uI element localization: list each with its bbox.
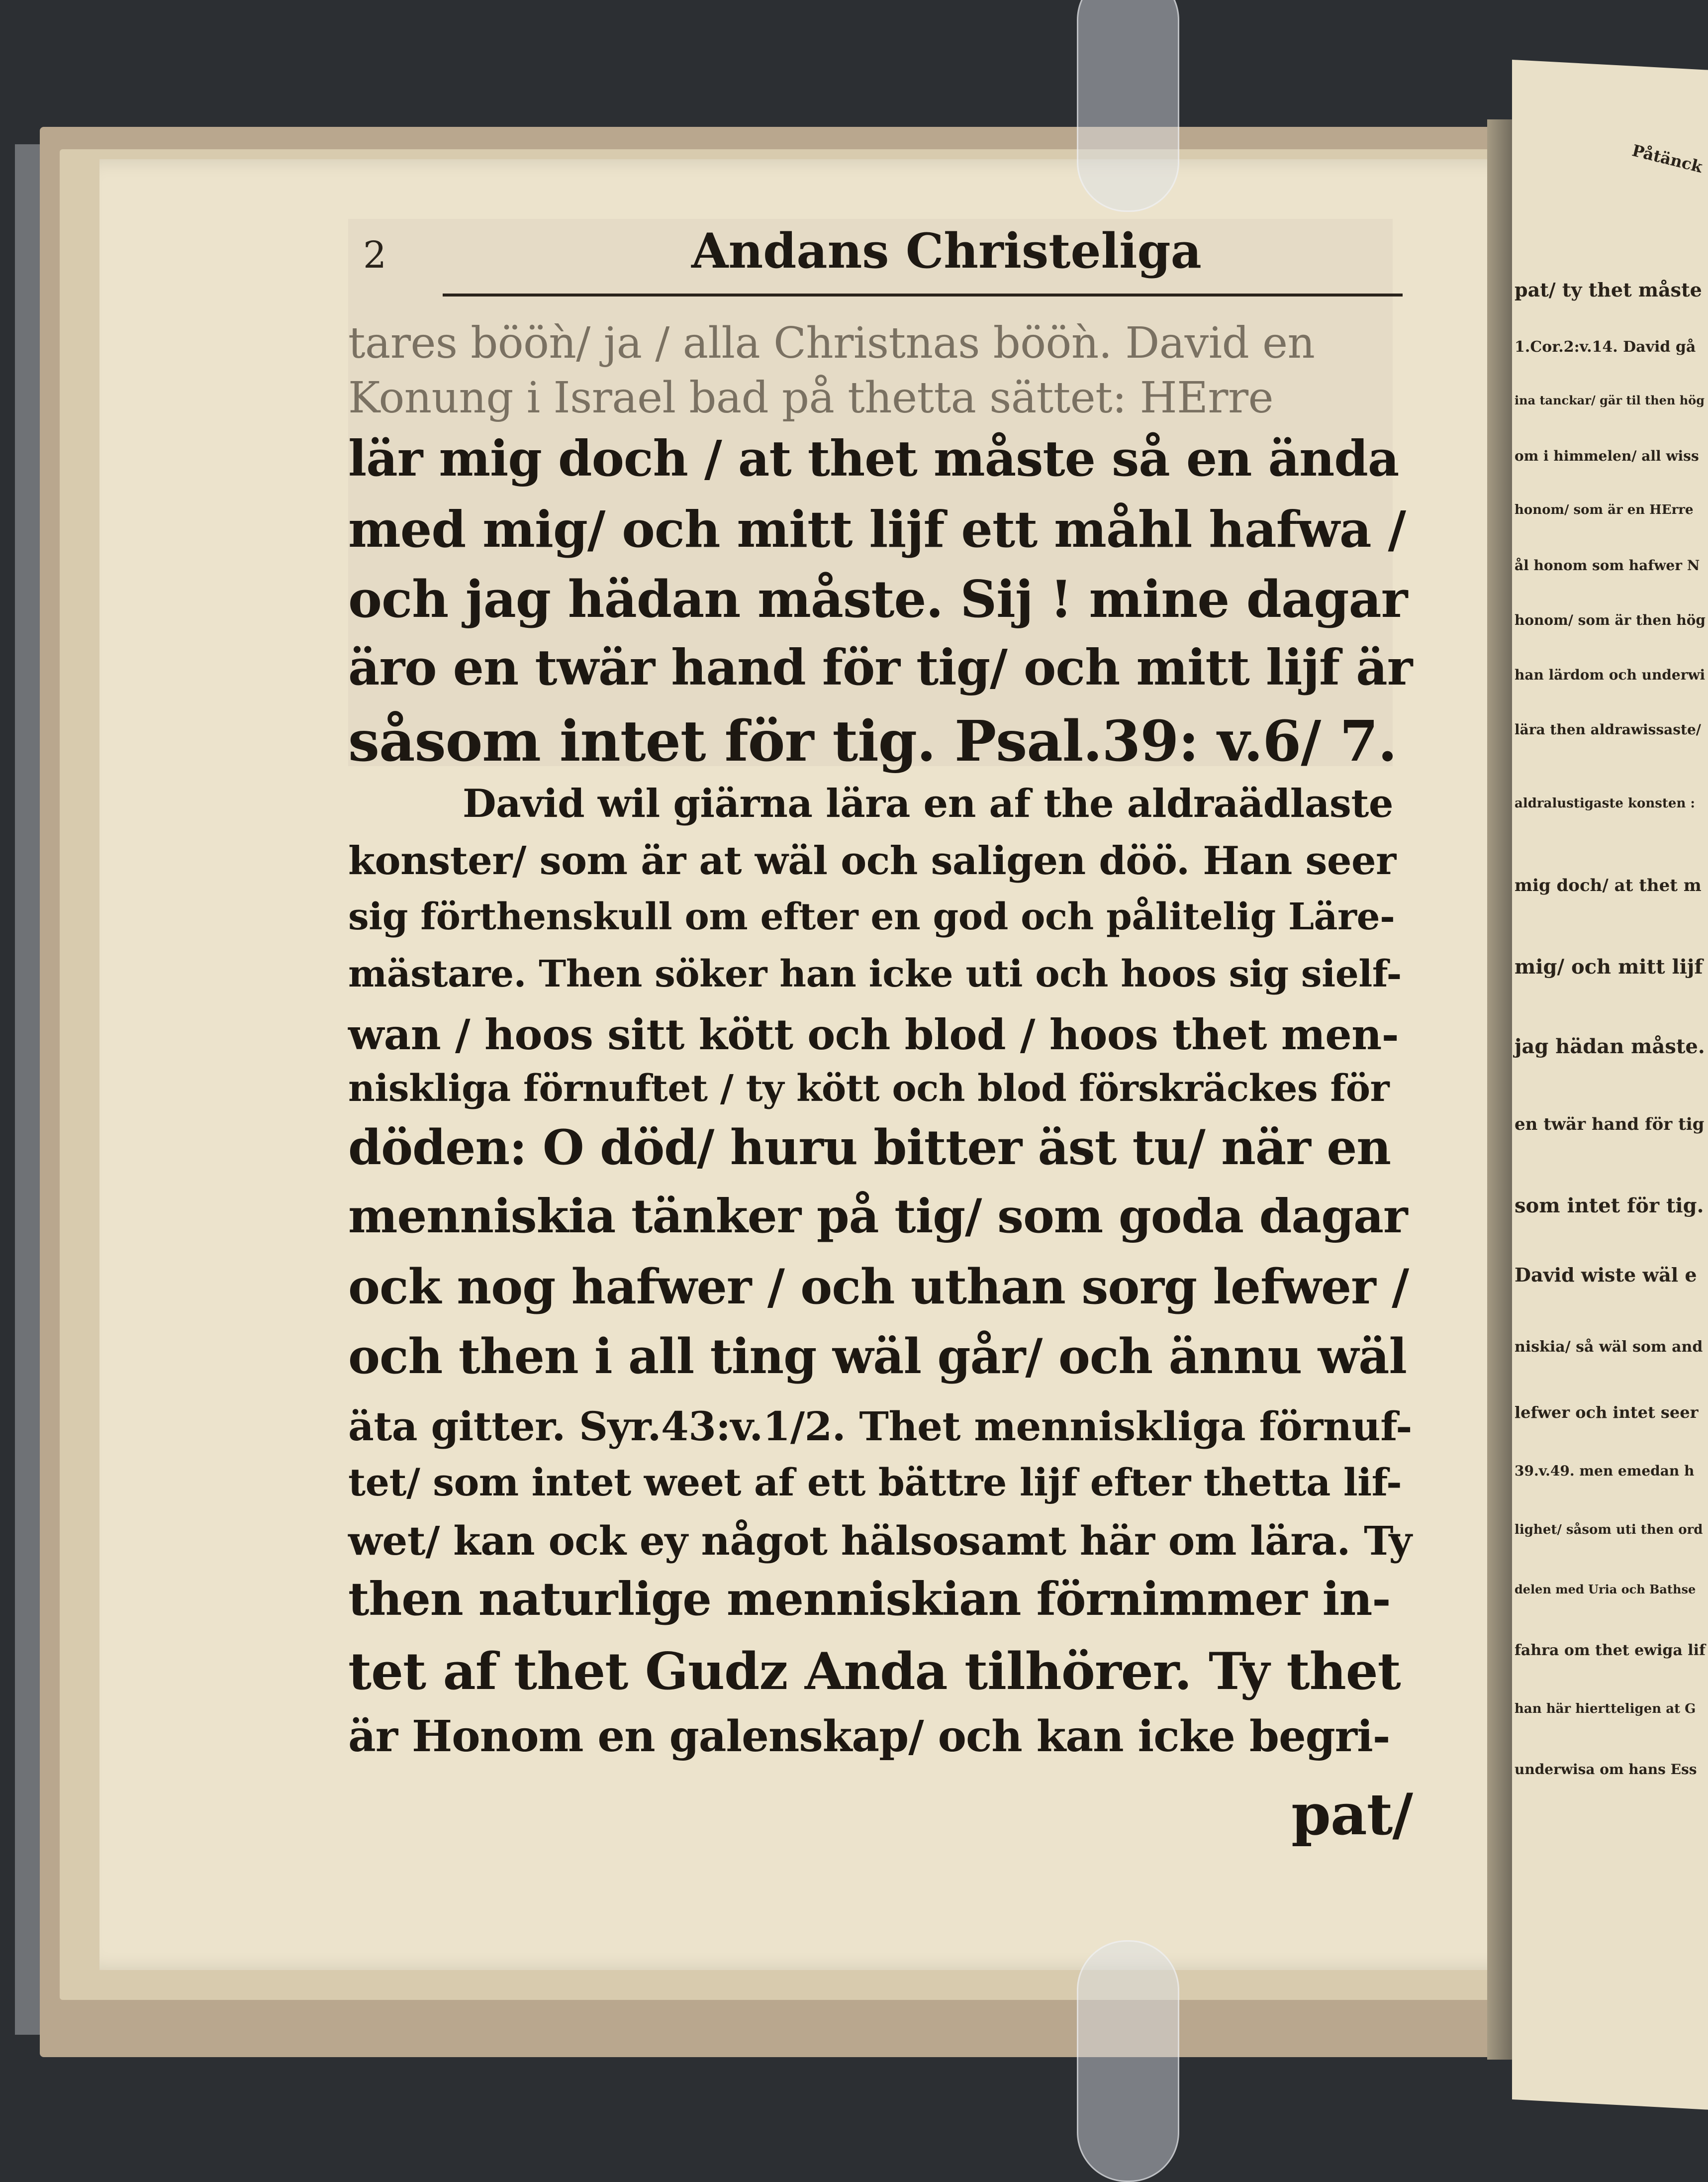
catchword: pat/ — [1291, 1781, 1413, 1848]
text-line: såsom intet för tig. Psal.39: v.6/ 7. — [348, 709, 1397, 774]
right-text-line: fahra om thet ewiga lif — [1515, 1642, 1706, 1659]
text-line: David wil giärna lära en af the aldraädlaste — [463, 781, 1393, 826]
right-text-line: 39.v.49. men emedan h — [1515, 1463, 1695, 1479]
text-line: och jag hädan måste. Sij ! mine dagar — [348, 570, 1408, 629]
text-line: wet/ kan ock ey något hälsosamt här om lära. Ty — [348, 1517, 1412, 1564]
text-line: then naturlige menniskian förnimmer in- — [348, 1572, 1391, 1626]
right-text-line: honom/ som är then hög — [1515, 612, 1706, 628]
text-line: ock nog hafwer / och uthan sorg lefwer / — [348, 1259, 1409, 1315]
right-text-line: delen med Uria och Bathse — [1515, 1582, 1696, 1596]
right-text-line: niskia/ så wäl som and — [1515, 1338, 1703, 1356]
right-text-line: lefwer och intet seer — [1515, 1403, 1699, 1422]
header-rule — [443, 294, 1403, 297]
running-head: Andans Christeliga — [691, 223, 1202, 279]
right-text-line: en twär hand för tig — [1515, 1114, 1705, 1134]
text-line: wan / hoos sitt kött och blod / hoos thet men- — [348, 1010, 1399, 1059]
text-line: lär mig doch / at thet måste så en ända — [348, 430, 1399, 488]
right-text-line: han här hiertteligen at G — [1515, 1701, 1696, 1716]
right-text-line: jag hädan måste. — [1515, 1035, 1705, 1058]
text-line: döden: O död/ huru bitter äst tu/ när en — [348, 1119, 1391, 1176]
text-line: med mig/ och mitt lijf ett måhl hafwa / — [348, 500, 1406, 559]
text-line: Konung i Israel bad på thetta sättet: HErre — [348, 373, 1273, 423]
right-text-line: ål honom som hafwer N — [1515, 557, 1700, 574]
page-holder-clip-top — [1077, 0, 1179, 212]
right-text-line: underwisa om hans Ess — [1515, 1761, 1697, 1778]
right-text-line: ina tanckar/ gär til then hög — [1515, 393, 1705, 407]
right-text-line: som intet för tig. — [1515, 1194, 1704, 1217]
text-line: konster/ som är at wäl och saligen döö. Han seer — [348, 838, 1396, 884]
text-line: äta gitter. Syr.43:v.1/2. Thet menniskliga förnuf- — [348, 1403, 1412, 1450]
right-text-line: honom/ som är en HErre — [1515, 502, 1694, 517]
right-text-line: han lärdom och underwi — [1515, 667, 1706, 683]
text-line: niskliga förnuftet / ty kött och blod förskräckes för — [348, 1067, 1390, 1110]
right-text-line: mig doch/ at thet m — [1515, 876, 1702, 895]
right-text-line: lighet/ såsom uti then ord — [1515, 1522, 1703, 1537]
text-line: äro en twär hand för tig/ och mitt lijf är — [348, 639, 1413, 696]
text-line: tares bööǹ/ ja / alla Christnas bööǹ. David en — [348, 318, 1315, 368]
text-line: är Honom en galenskap/ och kan icke begri- — [348, 1711, 1390, 1762]
text-line: och then i all ting wäl går/ och ännu wäl — [348, 1328, 1407, 1385]
text-line: menniskia tänker på tig/ som goda dagar — [348, 1189, 1408, 1244]
text-line: tet/ som intet weet af ett bättre lijf efter thetta lif- — [348, 1460, 1402, 1504]
page-number: 2 — [363, 234, 387, 277]
right-page — [1512, 60, 1708, 2110]
right-text-line: mig/ och mitt lijf — [1515, 955, 1703, 979]
text-line: tet af thet Gudz Anda tilhörer. Ty thet — [348, 1642, 1401, 1701]
right-text-line: aldralustigaste konsten : — [1515, 796, 1696, 811]
text-line: mästare. Then söker han icke uti och hoos sig sielf- — [348, 953, 1402, 995]
right-text-line: David wiste wäl e — [1515, 1264, 1697, 1286]
right-text-line: pat/ ty thet måste — [1515, 279, 1702, 301]
right-page-head: Påtänck — [1630, 141, 1705, 177]
right-text-line: 1.Cor.2:v.14. David gå — [1515, 338, 1696, 356]
text-line: sig förthenskull om efter en god och pålitelig Läre- — [348, 895, 1395, 938]
right-text-line: lära then aldrawissaste/ — [1515, 721, 1702, 738]
right-text-line: om i himmelen/ all wiss — [1515, 448, 1699, 464]
page-holder-clip-bottom — [1077, 1940, 1179, 2182]
